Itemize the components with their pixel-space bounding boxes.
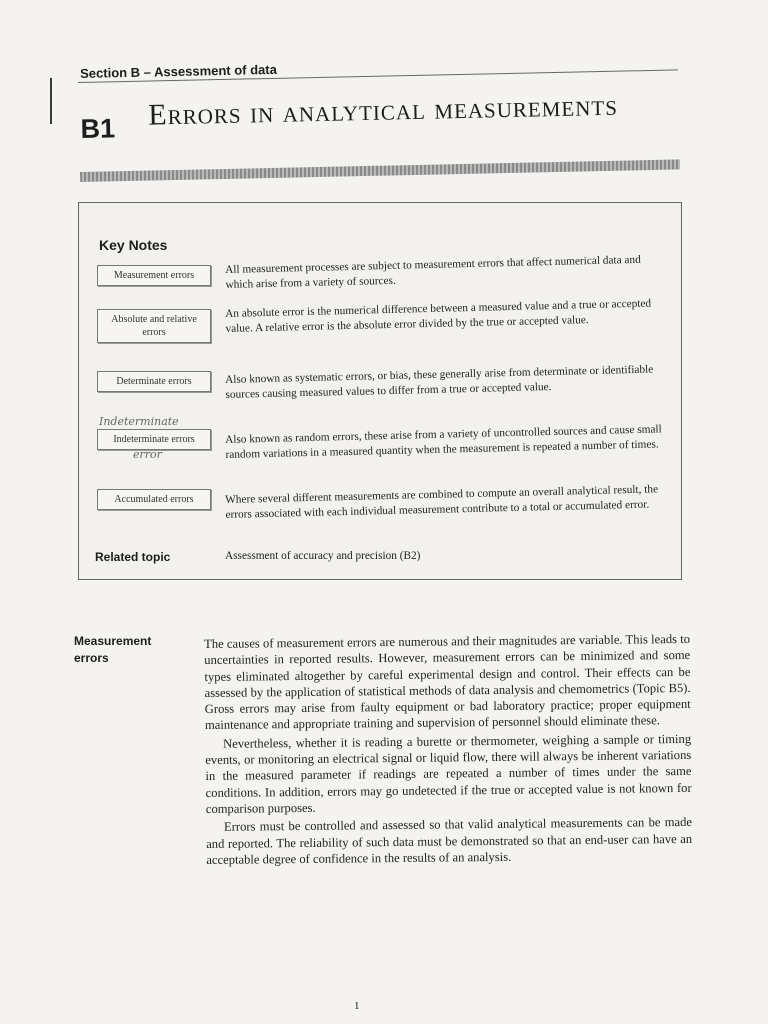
body-text [204, 631, 692, 870]
body-paragraph-1: The causes of measurement errors are numerous and their magnitudes are variable. This leads to uncertainties in reported results. However, measurement errors can be minimized and some types eliminated altogether by careful experimental design and control. Their effects can be assessed by the application of statistical methods of data analysis and chemometrics (Topic B5). Gross errors may arise from faulty equipment or bad laboratory practice; proper equipment maintenance and appropriate training and supervision of personnel should eliminate these. [204, 631, 691, 733]
key-notes-box [78, 202, 682, 580]
key-note-text-absolute-relative: An absolute error is the numerical difference between a measured value and a true or accepted value. A relative error is the absolute error divided by the true or accepted value. [225, 297, 652, 335]
handwritten-note-bottom: error [133, 448, 162, 461]
key-note-label-determinate: Determinate errors [97, 371, 211, 392]
chapter-title: Errors in analytical measurements [147, 88, 619, 132]
chapter-number: B1 [80, 113, 116, 144]
margin-pen-mark [50, 78, 52, 124]
body-section-heading: Measurement errors [74, 634, 152, 665]
key-note-text-determinate: Also known as systematic errors, or bias, these generally arise from determinate or identifiable sources causing measured values to differ from a true or accepted value. [225, 363, 654, 401]
key-note-label-indeterminate: Indeterminate errors [97, 429, 211, 450]
section-label: Section B – Assessment of data [80, 61, 278, 81]
handwritten-note-top: Indeterminate [99, 415, 179, 428]
key-note-text-indeterminate: Also known as random errors, these arise from a variety of uncontrolled sources and cause small random variations in a measured quantity when the measurement is repeated a number of times. [225, 423, 662, 461]
key-note-text-accumulated: Where several different measurements are combined to compute an overall analytical result, the errors associated with each individual measurement contribute to a total or accumulated error. [225, 483, 659, 521]
key-note-label-absolute-relative: Absolute and relative errors [97, 309, 211, 343]
page-number: 1 [354, 1000, 360, 1012]
title-divider-bar [80, 159, 680, 182]
key-note-label-accumulated: Accumulated errors [97, 489, 211, 510]
key-note-label-measurement: Measurement errors [97, 265, 211, 286]
related-topic-text: Assessment of accuracy and precision (B2) [225, 550, 421, 562]
body-paragraph-2: Nevertheless, whether it is reading a burette or thermometer, weighing a sample or timing events, or monitoring an electrical signal or liquid flow, there will always be inherent variations in the measured parameter if readings are repeated a number of times under the same conditions. In addition, errors may go undetected if the true or accepted value is not known for comparison purposes. [205, 731, 692, 816]
body-paragraph-3: Errors must be controlled and assessed so that valid analytical measurements can be made and reported. The reliability of such data must be demonstrated so that an end-user can have an acceptable degree of confidence in the results of an analysis. [206, 815, 693, 867]
related-topic-label: Related topic [95, 550, 171, 564]
key-note-text-measurement: All measurement processes are subject to measurement errors that affect numerical data and which arise from a variety of sources. [225, 253, 641, 291]
key-notes-heading: Key Notes [99, 237, 168, 253]
